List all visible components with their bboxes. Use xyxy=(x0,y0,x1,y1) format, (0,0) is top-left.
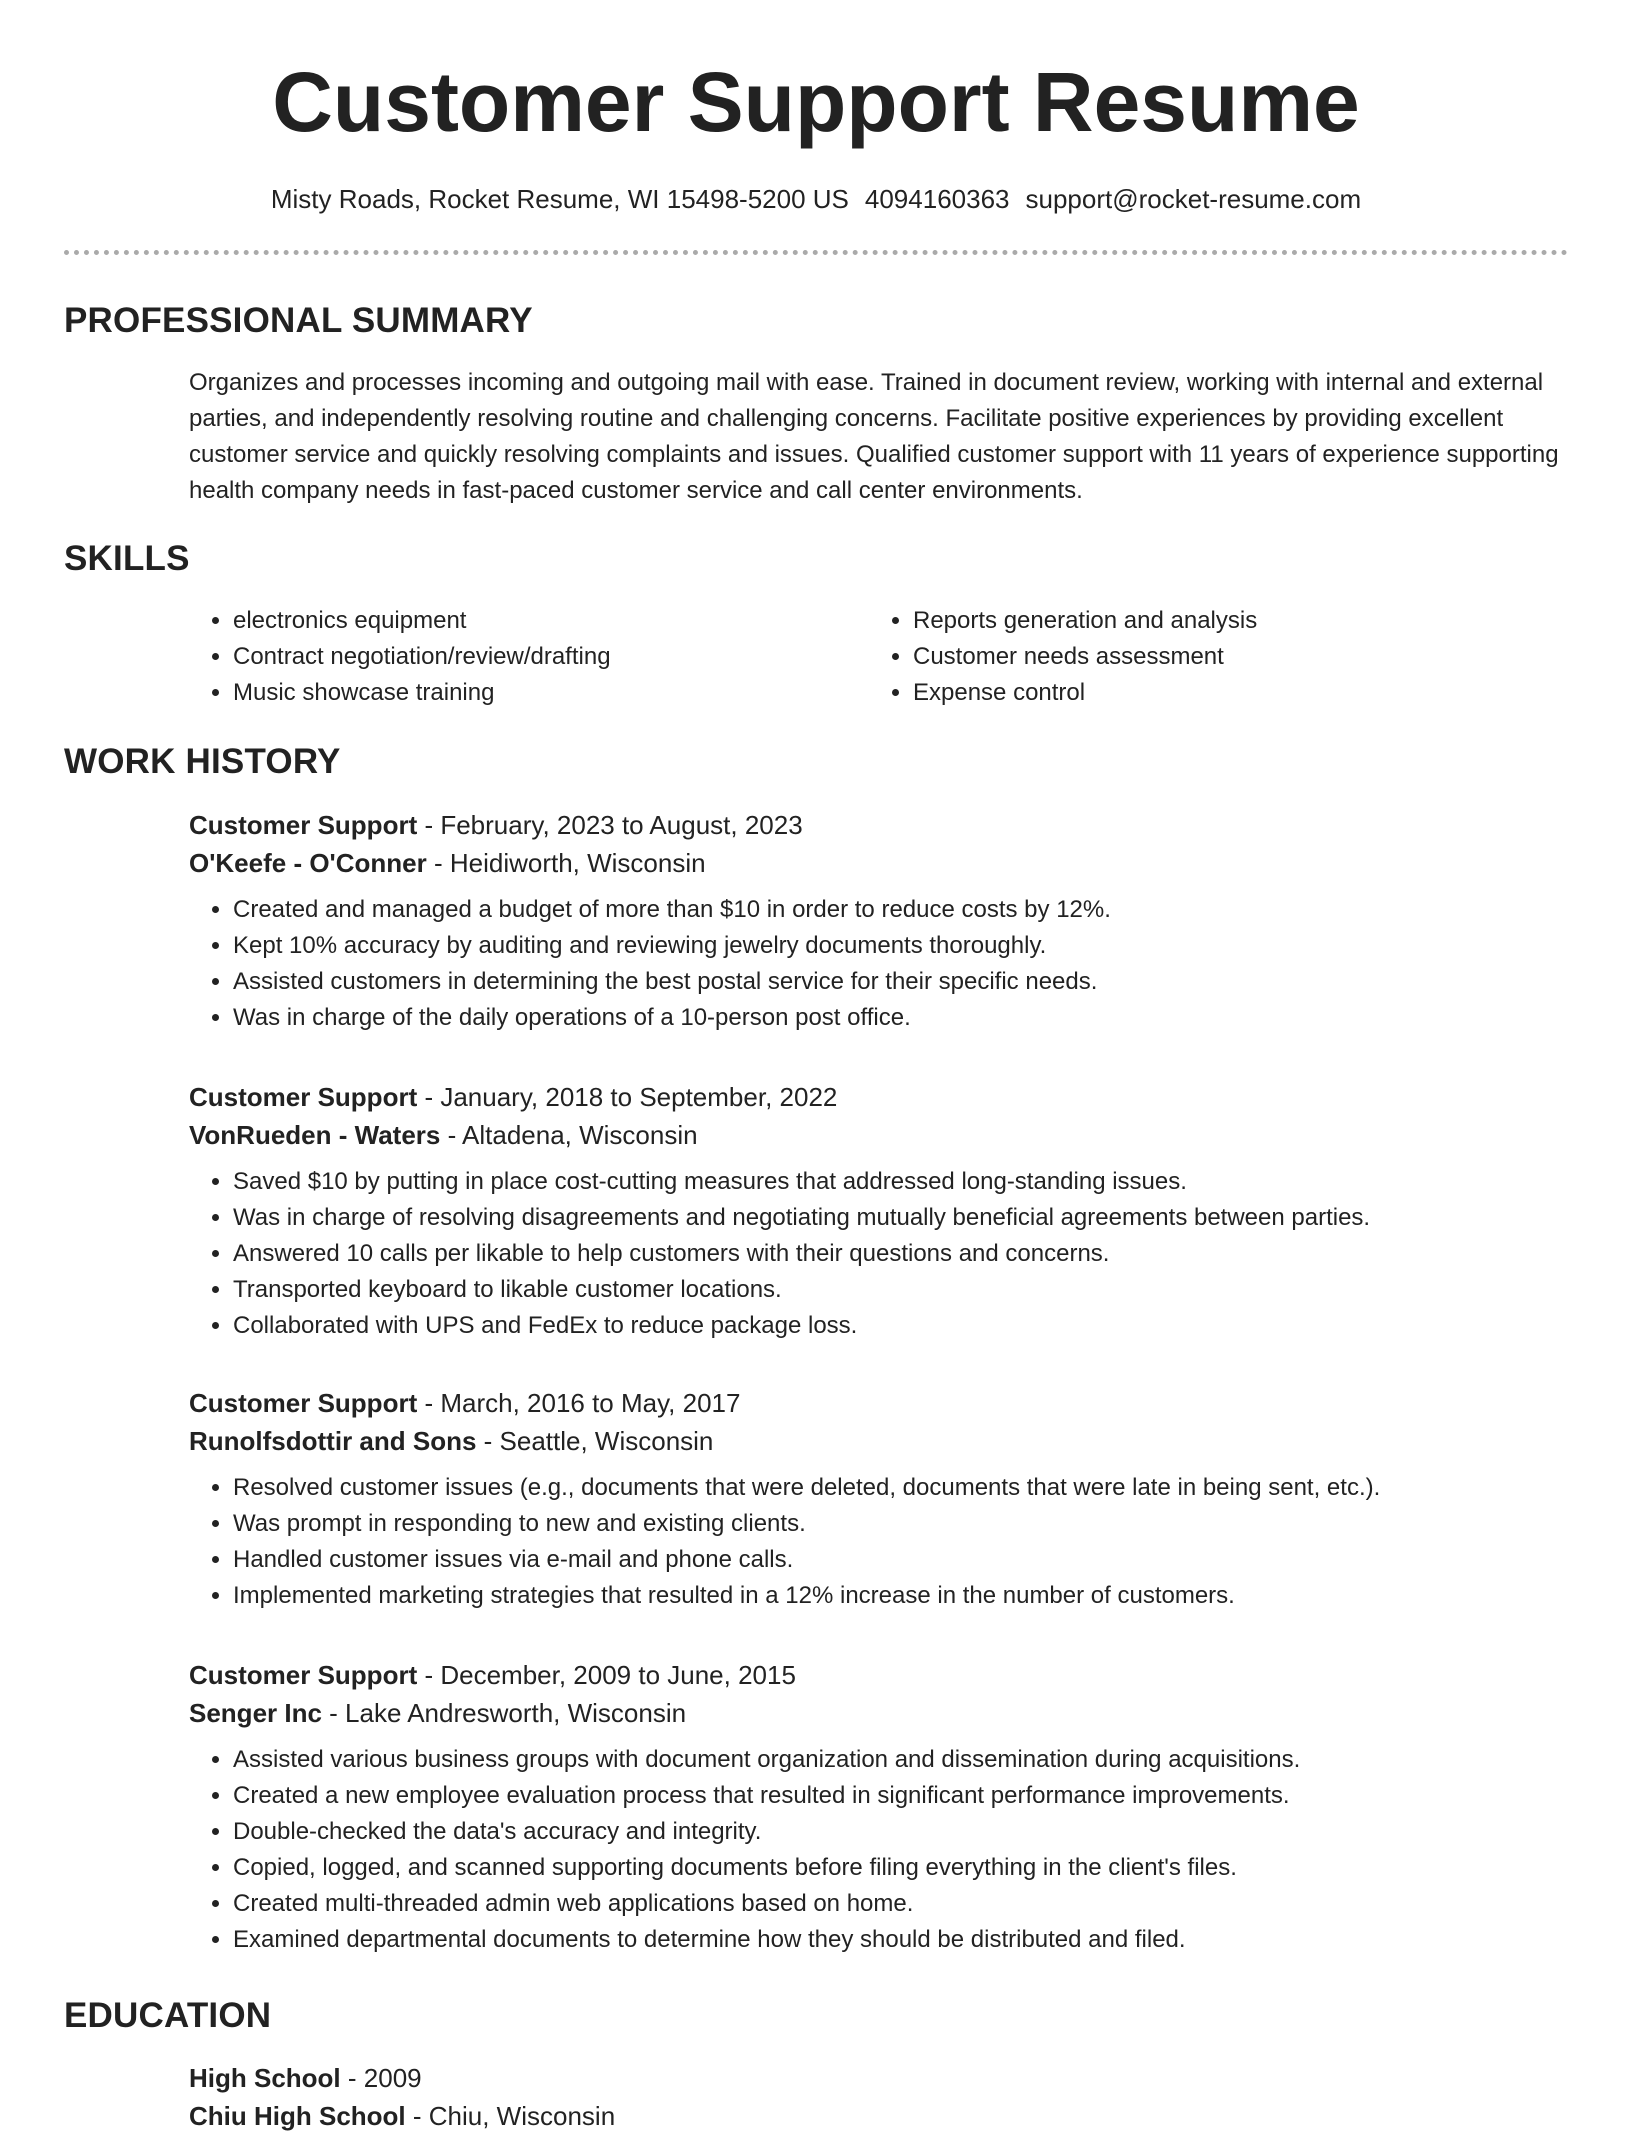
education-entry xyxy=(189,2059,1569,2135)
job-company: VonRueden - Waters xyxy=(189,1120,441,1150)
summary-text: Organizes and processes incoming and outgoing mail with ease. Trained in document review, working with internal and external parties, and independently resolving routine and challenging concerns. Facilitate positive experiences by providing excellent customer service and quickly resolving complaints and issues. Qualified customer support with 11 years of experience supporting health company needs in fast-paced customer service and call center environments. xyxy=(189,369,1559,504)
job-bullet: • Created multi-threaded admin web applications based on home. xyxy=(233,1886,1569,1922)
work-history-heading: WORK HISTORY xyxy=(64,742,341,781)
skills-list xyxy=(189,603,1569,711)
job-entry xyxy=(189,1078,1569,1344)
job-location: - Seattle, Wisconsin xyxy=(476,1426,714,1456)
job-bullet: • Was prompt in responding to new and existing clients. xyxy=(233,1506,1569,1542)
job-entry xyxy=(189,806,1569,1036)
skills-left-column xyxy=(189,603,869,711)
job-bullet: • Transported keyboard to likable customer locations. xyxy=(233,1272,1569,1308)
education-school: Chiu High School xyxy=(189,2101,406,2131)
skill-item: • Customer needs assessment xyxy=(913,639,1549,675)
job-bullet: • Saved $10 by putting in place cost-cutting measures that addressed long-standing issues. xyxy=(233,1164,1569,1200)
contact-email: support@rocket-resume.com xyxy=(1025,184,1362,214)
job-company: O'Keefe - O'Conner xyxy=(189,848,427,878)
job-bullet: • Examined departmental documents to determine how they should be distributed and filed. xyxy=(233,1922,1569,1958)
job-bullet: • Double-checked the data's accuracy and integrity. xyxy=(233,1814,1569,1850)
job-dates: - December, 2009 to June, 2015 xyxy=(417,1660,796,1690)
job-company-line xyxy=(189,1422,1569,1460)
job-bullets xyxy=(189,892,1569,1036)
job-title-line xyxy=(189,1384,1569,1422)
job-location: - Altadena, Wisconsin xyxy=(440,1120,698,1150)
job-company: Runolfsdottir and Sons xyxy=(189,1426,477,1456)
job-bullet: • Was in charge of resolving disagreements and negotiating mutually beneficial agreements between parties. xyxy=(233,1200,1569,1236)
job-bullet: • Kept 10% accuracy by auditing and reviewing jewelry documents thoroughly. xyxy=(233,928,1569,964)
job-title-line xyxy=(189,1078,1569,1116)
header-divider xyxy=(64,250,1568,255)
job-company-line xyxy=(189,1116,1569,1154)
skills-heading: SKILLS xyxy=(64,539,190,578)
job-company-line xyxy=(189,844,1569,882)
job-bullet: • Handled customer issues via e-mail and phone calls. xyxy=(233,1542,1569,1578)
job-bullet: • Assisted customers in determining the best postal service for their specific needs. xyxy=(233,964,1569,1000)
job-title: Customer Support xyxy=(189,1388,418,1418)
contact-line xyxy=(0,181,1632,217)
job-company-line xyxy=(189,1694,1569,1732)
education-degree-line xyxy=(189,2059,1569,2097)
job-title: Customer Support xyxy=(189,810,418,840)
education-year: - 2009 xyxy=(340,2063,422,2093)
skill-item: • Music showcase training xyxy=(233,675,869,711)
skill-item: • Reports generation and analysis xyxy=(913,603,1549,639)
job-bullet: • Collaborated with UPS and FedEx to reduce package loss. xyxy=(233,1308,1569,1344)
skill-item: • Contract negotiation/review/drafting xyxy=(233,639,869,675)
job-title: Customer Support xyxy=(189,1082,418,1112)
job-entry xyxy=(189,1656,1569,1958)
job-title-line xyxy=(189,806,1569,844)
job-entry xyxy=(189,1384,1569,1614)
skill-item: • electronics equipment xyxy=(233,603,869,639)
job-title: Customer Support xyxy=(189,1660,418,1690)
job-bullet: • Copied, logged, and scanned supporting documents before filing everything in the client's files. xyxy=(233,1850,1569,1886)
job-title-line xyxy=(189,1656,1569,1694)
contact-phone: 4094160363 xyxy=(864,184,1010,214)
job-dates: - March, 2016 to May, 2017 xyxy=(417,1388,741,1418)
job-dates: - January, 2018 to September, 2022 xyxy=(417,1082,838,1112)
summary-heading: PROFESSIONAL SUMMARY xyxy=(64,301,533,340)
skills-right-column xyxy=(869,603,1549,711)
skill-item: • Expense control xyxy=(913,675,1549,711)
education-location: - Chiu, Wisconsin xyxy=(405,2101,616,2131)
job-location: - Heidiworth, Wisconsin xyxy=(426,848,706,878)
job-bullet: • Created a new employee evaluation process that resulted in significant performance improvements. xyxy=(233,1778,1569,1814)
job-company: Senger Inc xyxy=(189,1698,322,1728)
resume-title: Customer Support Resume xyxy=(272,55,1360,149)
education-degree: High School xyxy=(189,2063,341,2093)
job-bullet: • Assisted various business groups with document organization and dissemination during acquisitions. xyxy=(233,1742,1569,1778)
job-bullets xyxy=(189,1470,1569,1614)
job-bullet: • Created and managed a budget of more than $10 in order to reduce costs by 12%. xyxy=(233,892,1569,928)
education-school-line xyxy=(189,2097,1569,2135)
job-bullet: • Answered 10 calls per likable to help customers with their questions and concerns. xyxy=(233,1236,1569,1272)
job-bullet: • Was in charge of the daily operations of a 10-person post office. xyxy=(233,1000,1569,1036)
education-heading: EDUCATION xyxy=(64,1996,272,2035)
job-bullet: • Resolved customer issues (e.g., documents that were deleted, documents that were late in being sent, etc.). xyxy=(233,1470,1569,1506)
job-bullets xyxy=(189,1742,1569,1958)
contact-address: Misty Roads, Rocket Resume, WI 15498-5200 US xyxy=(270,184,849,214)
job-bullets xyxy=(189,1164,1569,1344)
job-dates: - February, 2023 to August, 2023 xyxy=(417,810,803,840)
job-location: - Lake Andresworth, Wisconsin xyxy=(321,1698,687,1728)
job-bullet: • Implemented marketing strategies that resulted in a 12% increase in the number of customers. xyxy=(233,1578,1569,1614)
